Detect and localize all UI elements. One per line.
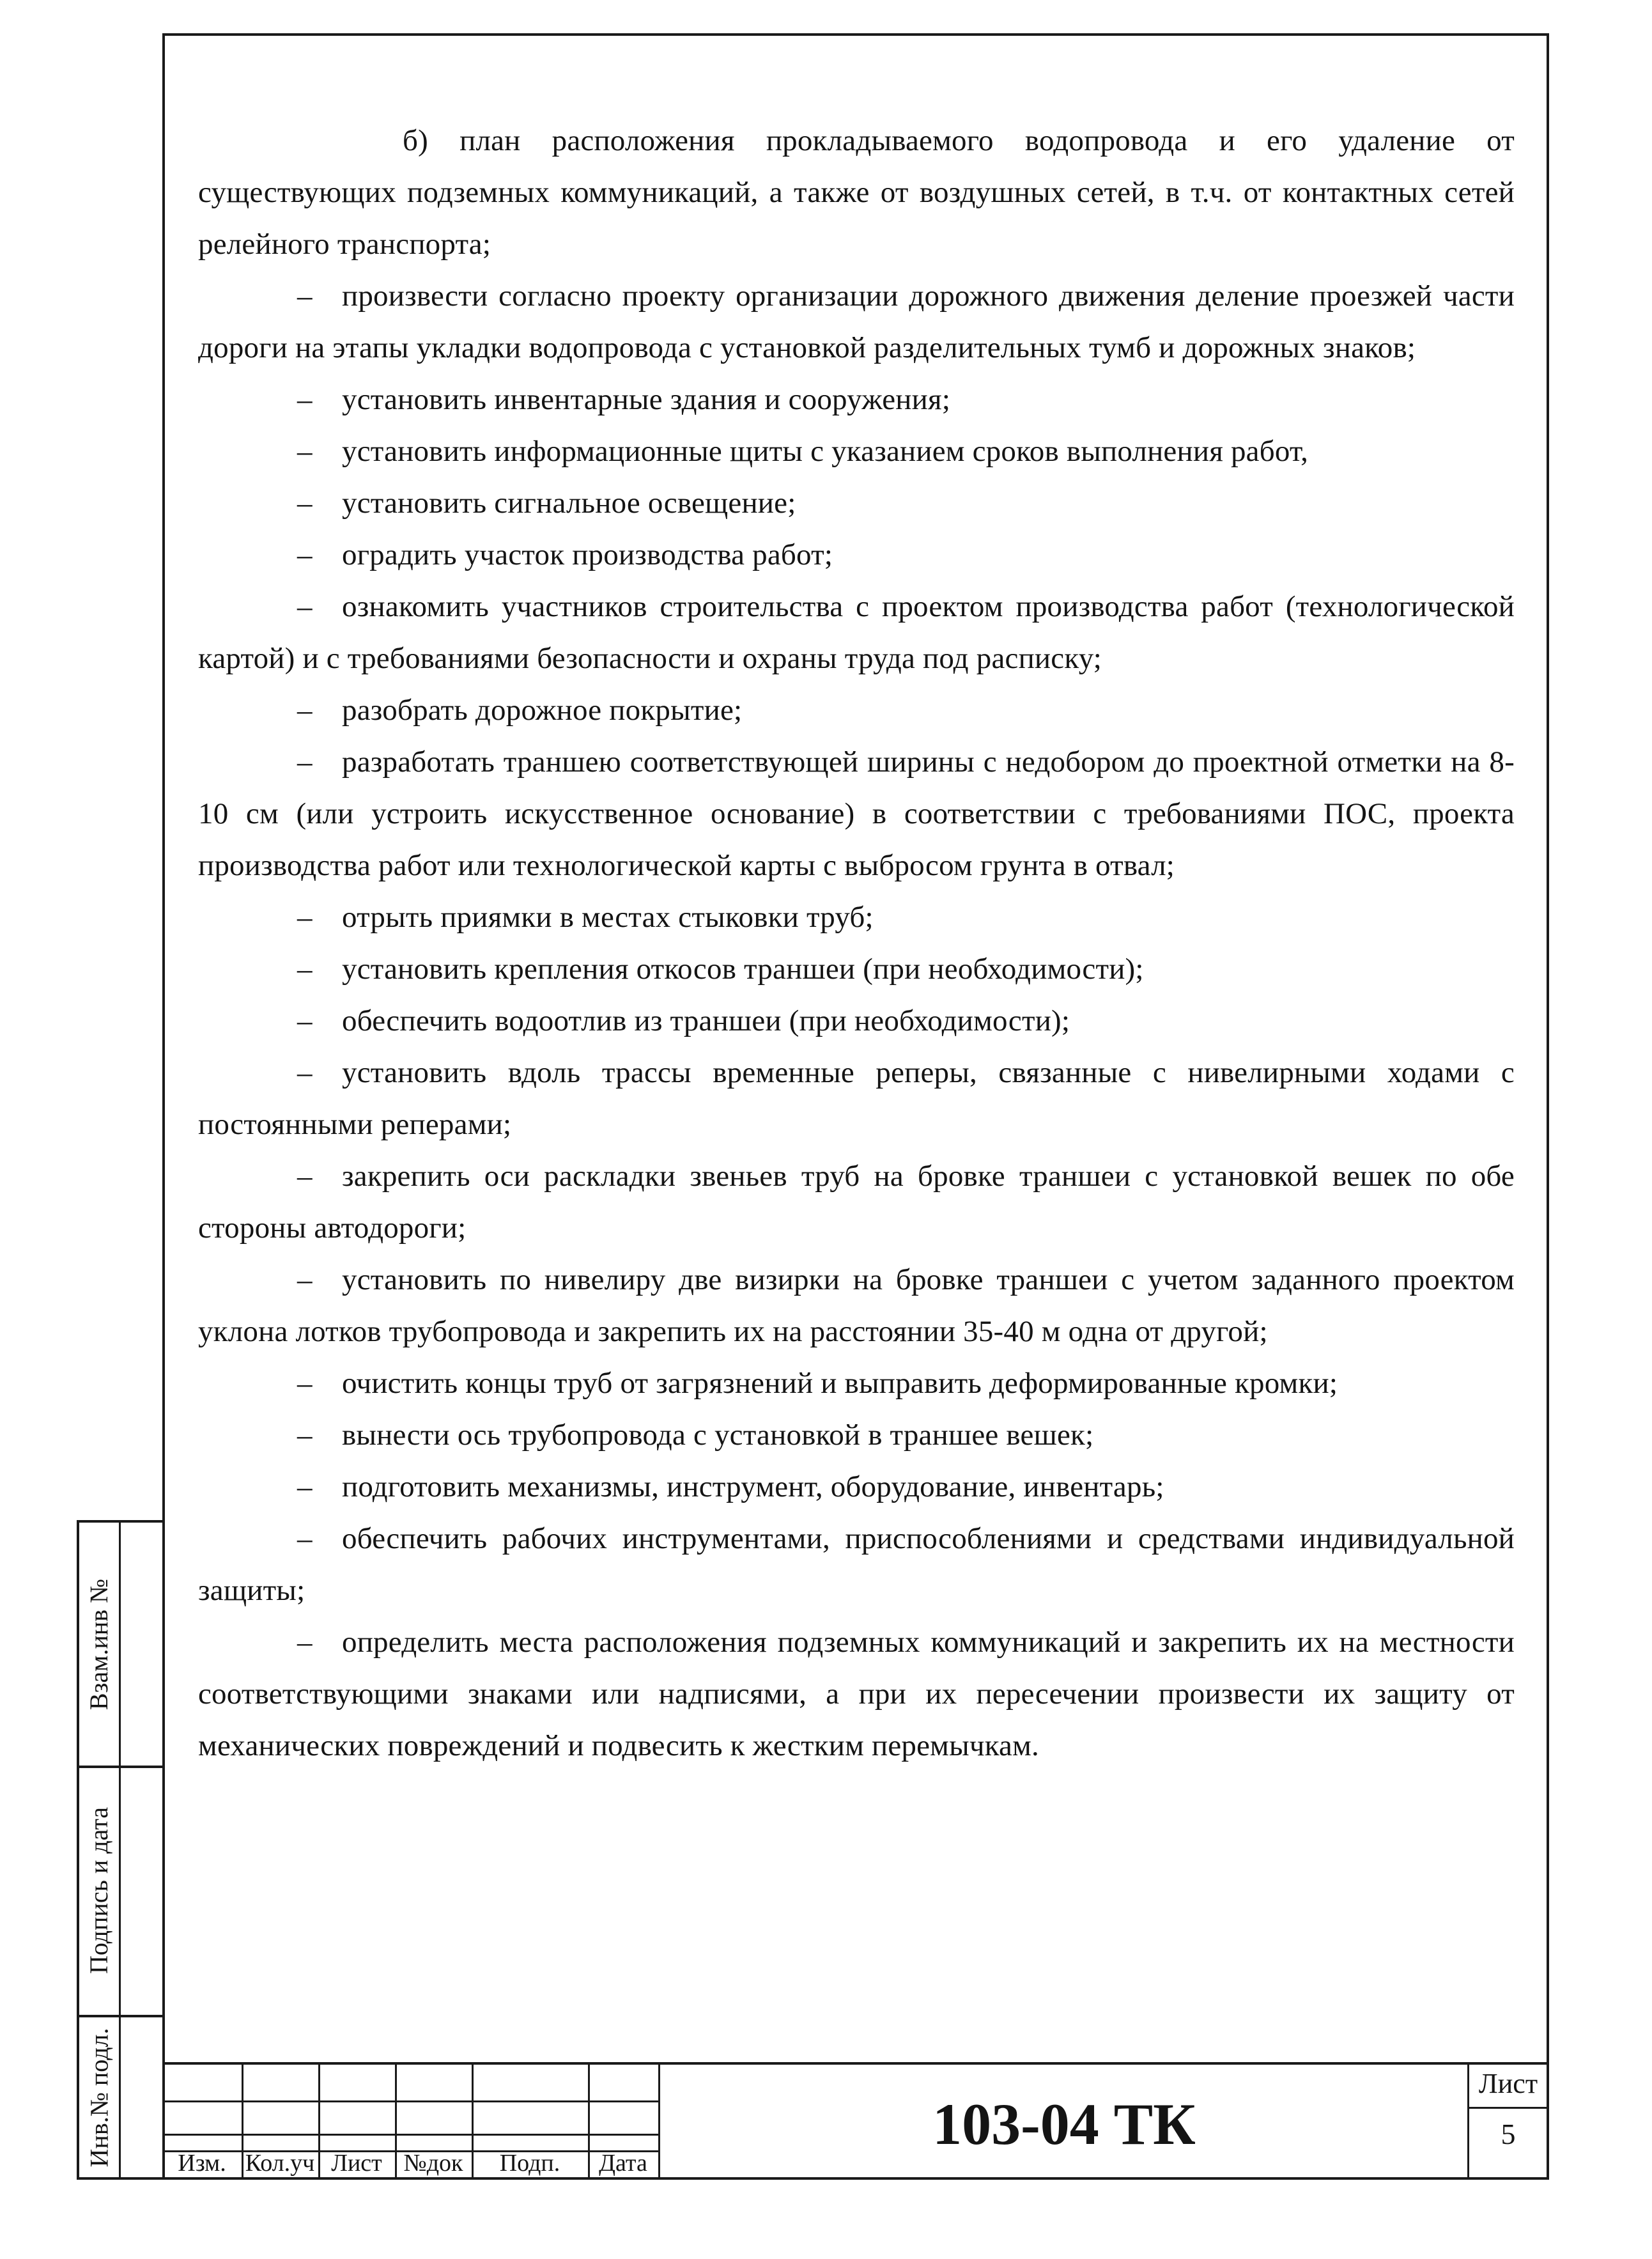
zam-inv-text: Взам.инв № <box>84 1578 114 1710</box>
paragraph-text: установить крепления откосов траншеи (при необходимости); <box>342 952 1144 986</box>
paragraph-text: отрыть приямки в местах стыковки труб; <box>342 901 874 934</box>
list-item <box>198 270 1515 374</box>
paragraph <box>198 115 1515 270</box>
side-stamp-divider <box>119 1523 121 2177</box>
paragraph-text: разобрать дорожное покрытие; <box>342 694 743 727</box>
inv-orig-text: Инв.№ подл. <box>84 2028 114 2167</box>
dash-marker: – <box>297 1004 313 1037</box>
paragraph-text: разработать траншею соответствующей ширины с недобором до проектной отметки на 8-10 см (или устроить искусственное основание) в соответствии с требованиями ПОС, проекта производства работ или технологической карты с выбросом грунта в отвал; <box>198 745 1515 882</box>
list-item <box>198 1254 1515 1358</box>
paragraph-text: подготовить механизмы, инструмент, оборудование, инвентарь; <box>342 1470 1164 1503</box>
paragraph-text: обеспечить рабочих инструментами, приспособлениями и средствами индивидуальной защиты; <box>198 1522 1515 1607</box>
side-stamp <box>77 1520 162 2180</box>
dash-marker: – <box>297 694 313 727</box>
dash-marker: – <box>297 435 313 468</box>
paragraph-text: б) план расположения прокладываемого водопровода и его удаление от существующих подземных коммуникаций, а также от воздушных сетей, в т.ч. от контактных сетей релейного транспорта; <box>198 124 1515 261</box>
zam-inv-label <box>79 1523 119 1766</box>
dash-marker: – <box>297 1263 313 1296</box>
col-data: Дата <box>599 2150 647 2177</box>
dash-marker: – <box>297 1470 313 1503</box>
paragraph-text: вынести ось трубопровода с установкой в траншее вешек; <box>342 1418 1094 1452</box>
paragraph-text: закрепить оси раскладки звеньев труб на бровке траншеи с установкой вешек по обе стороны автодороги; <box>198 1160 1515 1245</box>
list-item <box>198 374 1515 426</box>
paragraph-text: установить инвентарные здания и сооружения; <box>342 383 951 416</box>
dash-marker: – <box>297 279 313 313</box>
col-list: Лист <box>331 2150 382 2177</box>
paragraph-text: установить вдоль трассы временные реперы, связанные с нивелирными ходами с постоянными реперами; <box>198 1056 1515 1141</box>
list-item <box>198 1047 1515 1151</box>
list-item <box>198 892 1515 943</box>
dash-marker: – <box>297 486 313 520</box>
dash-marker: – <box>297 1522 313 1555</box>
sign-date-label <box>79 1766 119 2015</box>
list-item <box>198 1151 1515 1254</box>
paragraph-text: оградить участок производства работ; <box>342 538 833 571</box>
list-item <box>198 477 1515 529</box>
inv-orig-label <box>79 2015 119 2180</box>
paragraph-text: очистить концы труб от загрязнений и выправить деформированные кромки; <box>342 1367 1338 1400</box>
dash-marker: – <box>297 1626 313 1659</box>
list-item <box>198 1358 1515 1409</box>
dash-marker: – <box>297 901 313 934</box>
title-block-hline <box>162 2134 658 2136</box>
list-item <box>198 426 1515 477</box>
list-item <box>198 1513 1515 1617</box>
list-item <box>198 581 1515 685</box>
document-code: 103-04 ТК <box>932 2092 1196 2157</box>
paragraph-text: ознакомить участников строительства с проектом производства работ (технологической картой) и с требованиями безопасности и охраны труда под расписку; <box>198 590 1515 675</box>
dash-marker: – <box>297 1160 313 1193</box>
paragraph-text: установить сигнальное освещение; <box>342 486 796 520</box>
col-ndok: №док <box>403 2150 463 2177</box>
dash-marker: – <box>297 952 313 986</box>
paragraph-text: обеспечить водоотлив из траншеи (при необходимости); <box>342 1004 1070 1037</box>
list-item <box>198 529 1515 581</box>
col-kol-uch: Кол.уч <box>245 2150 315 2177</box>
dash-marker: – <box>297 1418 313 1452</box>
dash-marker: – <box>297 383 313 416</box>
dash-marker: – <box>297 1367 313 1400</box>
sheet-number: 5 <box>1501 2118 1516 2150</box>
col-izm: Изм. <box>178 2150 226 2177</box>
list-item <box>198 943 1515 995</box>
list-item <box>198 1617 1515 1772</box>
list-item <box>198 995 1515 1047</box>
list-item <box>198 1461 1515 1513</box>
list-item <box>198 736 1515 892</box>
list-item <box>198 685 1515 736</box>
list-item <box>198 1409 1515 1461</box>
sign-date-text: Подпись и дата <box>84 1806 114 1974</box>
dash-marker: – <box>297 538 313 571</box>
sheet-label: Лист <box>1478 2068 1538 2099</box>
paragraph-text: определить места расположения подземных коммуникаций и закрепить их на местности соответствующими знаками или надписями, а при их пересечении произвести их защиту от механических повреждений и подвесить к жестким перемычкам. <box>198 1626 1515 1762</box>
document-body <box>198 115 1515 1772</box>
paragraph-text: установить по нивелиру две визирки на бровке траншеи с учетом заданного проектом уклона лотков трубопровода и закрепить их на расстоянии 35-40 м одна от другой; <box>198 1263 1515 1348</box>
dash-marker: – <box>297 1056 313 1089</box>
dash-marker: – <box>297 590 313 623</box>
col-podp: Подп. <box>499 2150 560 2177</box>
dash-marker: – <box>297 745 313 779</box>
paragraph-text: произвести согласно проекту организации дорожного движения деление проезжей части дороги на этапы укладки водопровода с установкой разделительных тумб и дорожных знаков; <box>198 279 1515 364</box>
paragraph-text: установить информационные щиты с указанием сроков выполнения работ, <box>342 435 1309 468</box>
title-block-hline <box>162 2100 658 2102</box>
title-block-hline <box>1467 2107 1549 2109</box>
